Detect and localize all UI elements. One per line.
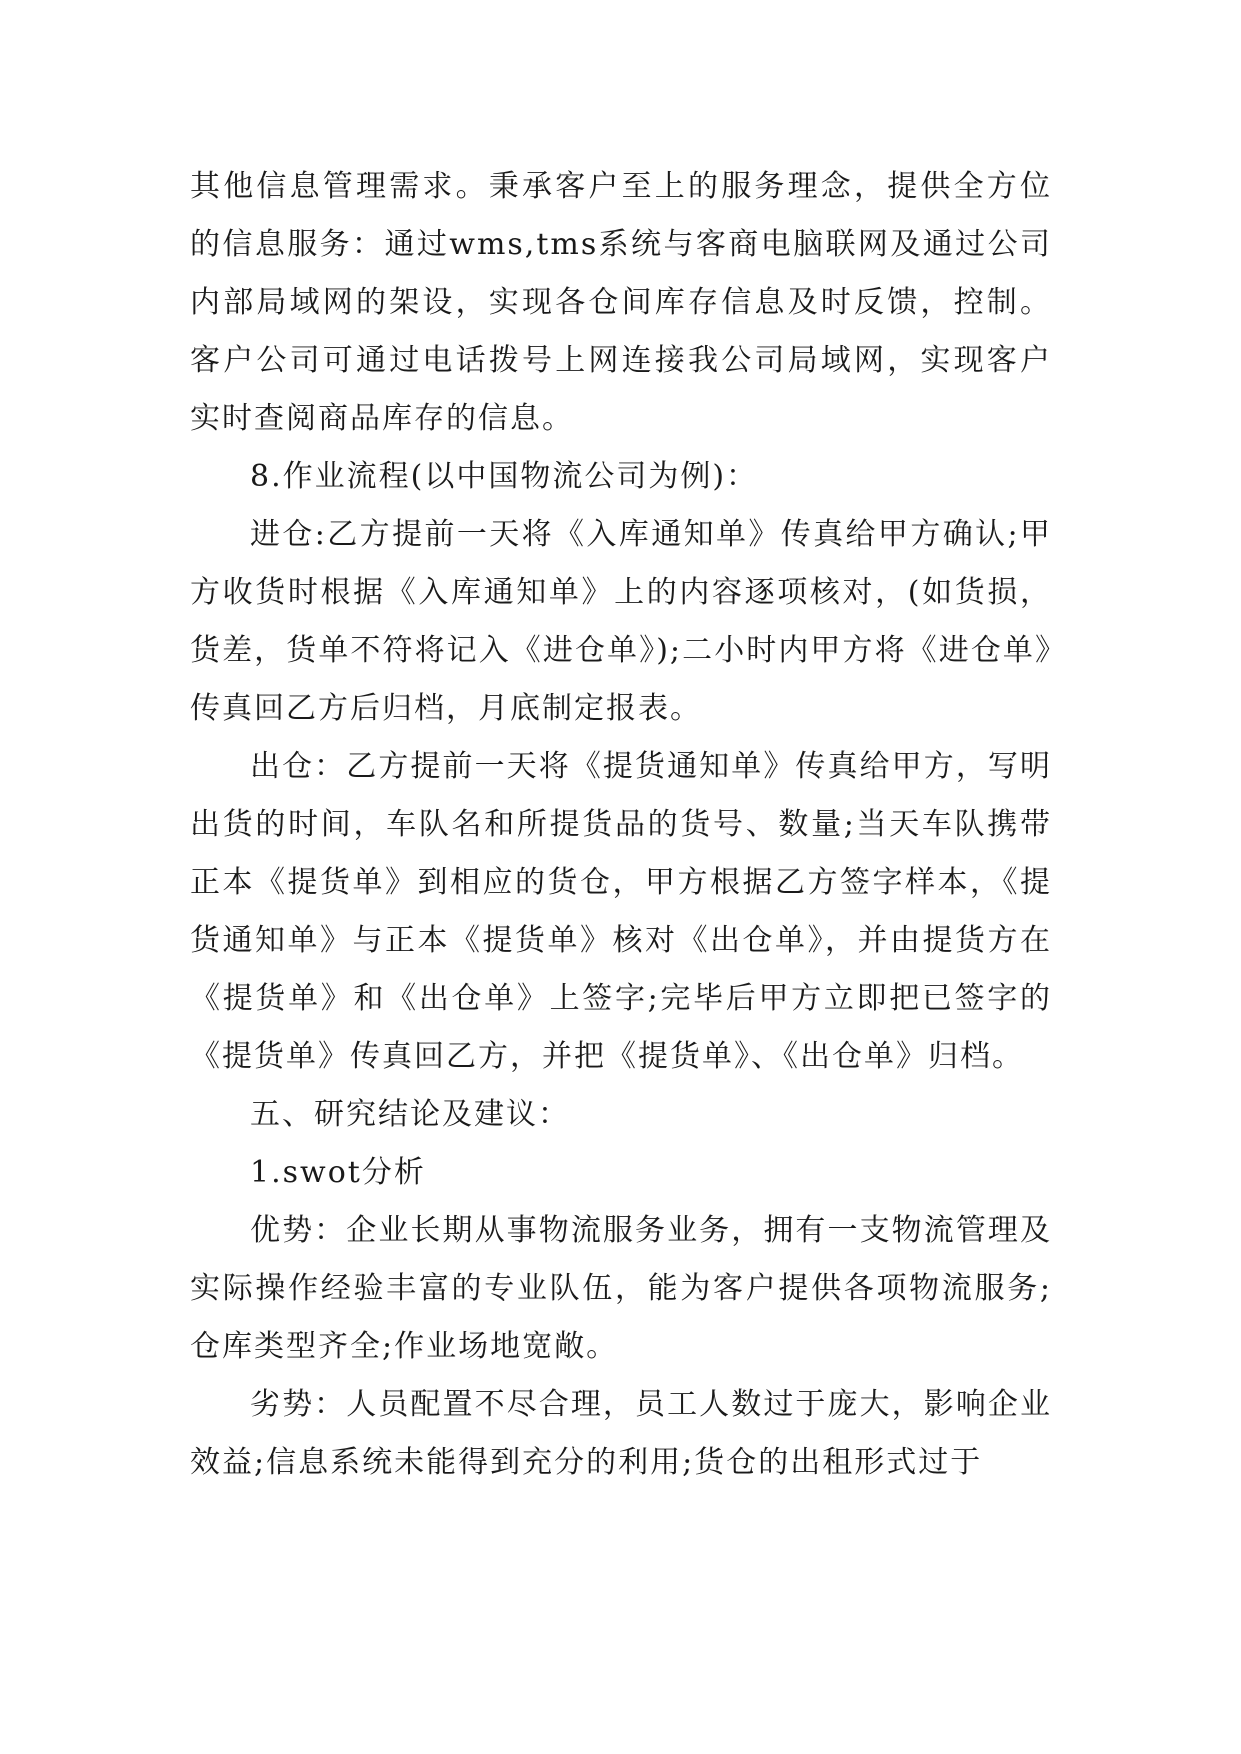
paragraph-swot-heading: 1.swot分析 (250, 1155, 426, 1190)
paragraph-section-five-heading: 五、研究结论及建议： (250, 1097, 570, 1132)
paragraph-workflow-heading: 8.作业流程(以中国物流公司为例)： (250, 459, 759, 494)
paragraph-strengths: 优势：企业长期从事物流服务业务，拥有一支物流管理及实际操作经验丰富的专业队伍，能为客户提供各项物流服务;仓库类型齐全;作业场地宽敞。 (190, 1213, 1052, 1364)
paragraph-info-management: 其他信息管理需求。秉承客户至上的服务理念，提供全方位的信息服务：通过wms,tms系统与客商电脑联网及通过公司内部局域网的架设，实现各仓间库存信息及时反馈，控制。客户公司可通过电话拨号上网连接我公司局域网，实现客户实时查阅商品库存的信息。 (190, 169, 1052, 436)
paragraph-weaknesses: 劣势：人员配置不尽合理，员工人数过于庞大，影响企业效益;信息系统未能得到充分的利用;货仓的出租形式过于 (190, 1387, 1052, 1480)
document-body (190, 158, 1052, 1492)
paragraph-inbound: 进仓:乙方提前一天将《入库通知单》传真给甲方确认;甲方收货时根据《入库通知单》上的内容逐项核对，(如货损，货差，货单不符将记入《进仓单》);二小时内甲方将《进仓单》传真回乙方后归档，月底制定报表。 (190, 517, 1052, 726)
paragraph-outbound: 出仓：乙方提前一天将《提货通知单》传真给甲方，写明出货的时间，车队名和所提货品的货号、数量;当天车队携带正本《提货单》到相应的货仓，甲方根据乙方签字样本，《提货通知单》与正本《提货单》核对《出仓单》，并由提货方在《提货单》和《出仓单》上签字;完毕后甲方立即把已签字的《提货单》传真回乙方，并把《提货单》、《出仓单》归档。 (190, 749, 1052, 1074)
